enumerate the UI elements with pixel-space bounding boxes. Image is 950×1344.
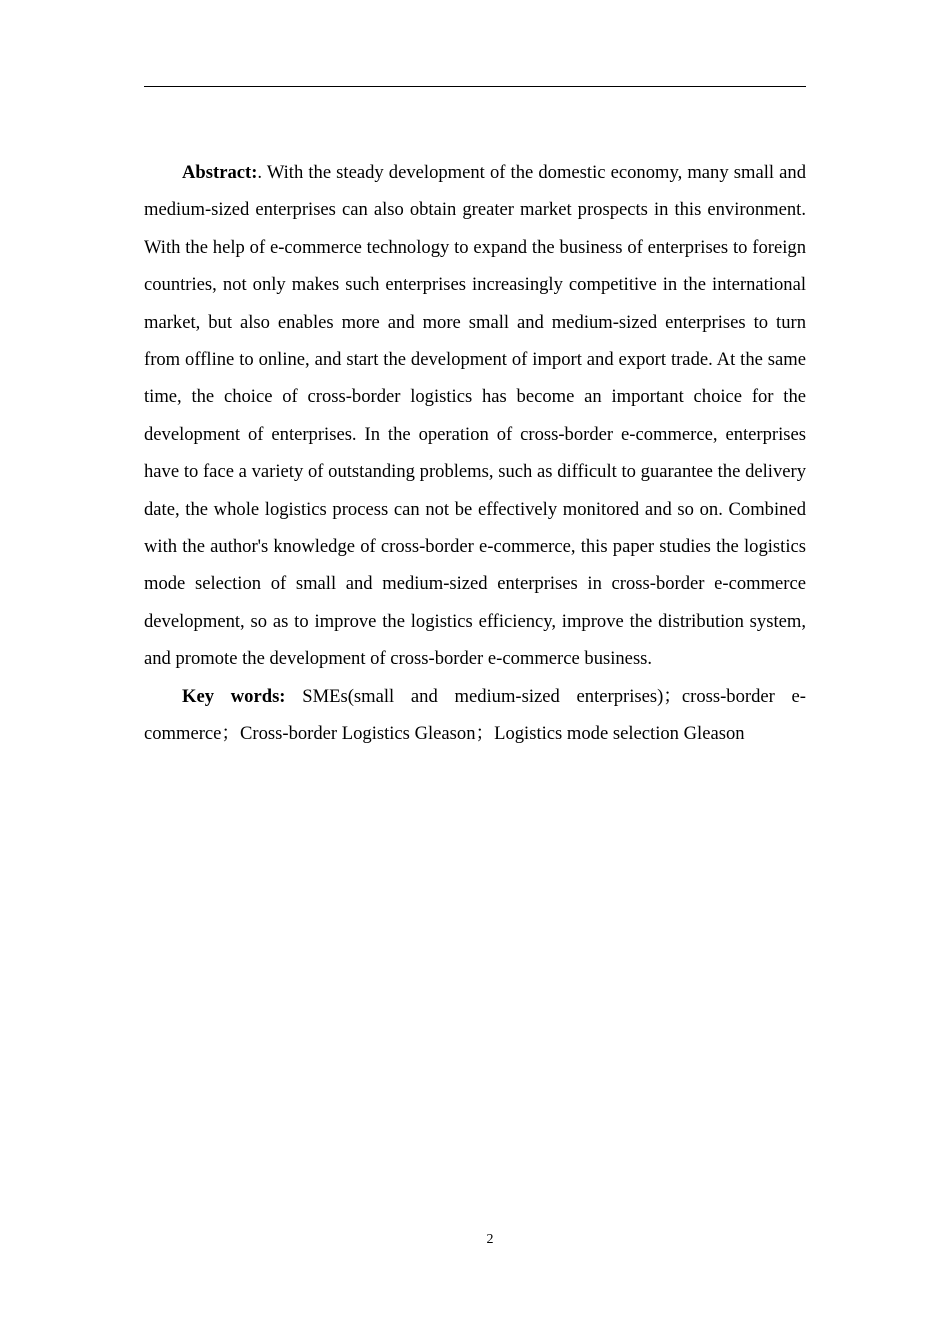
keywords-paragraph bbox=[144, 678, 806, 753]
keywords-label: Key words: bbox=[182, 685, 286, 707]
keywords-text: SMEs(small and medium-sized enterprises)；cross-border e-commerce；Cross-border Logistics Gleason；Logistics mode selection Gleason bbox=[144, 685, 806, 745]
abstract-text: . With the steady development of the domestic economy, many small and medium-sized enterprises can also obtain greater market prospects in this environment. With the help of e-commerce technology to expand the business of enterprises to foreign countries, not only makes such enterprises increasingly competitive in the international market, but also enables more and more small and medium-sized enterprises to turn from offline to online, and start the development of import and export trade. At the same time, the choice of cross-border logistics has become an important choice for the development of enterprises. In the operation of cross-border e-commerce, enterprises have to face a variety of outstanding problems, such as difficult to guarantee the delivery date, the whole logistics process can not be effectively monitored and so on. Combined with the author's knowledge of cross-border e-commerce, this paper studies the logistics mode selection of small and medium-sized enterprises in cross-border e-commerce development, so as to improve the logistics efficiency, improve the distribution system, and promote the development of cross-border e-commerce business. bbox=[144, 162, 806, 670]
abstract-label: Abstract: bbox=[182, 162, 258, 183]
abstract-paragraph bbox=[144, 154, 806, 678]
document-body bbox=[144, 154, 806, 753]
header-rule bbox=[144, 86, 806, 87]
page-number: 2 bbox=[486, 1232, 494, 1247]
